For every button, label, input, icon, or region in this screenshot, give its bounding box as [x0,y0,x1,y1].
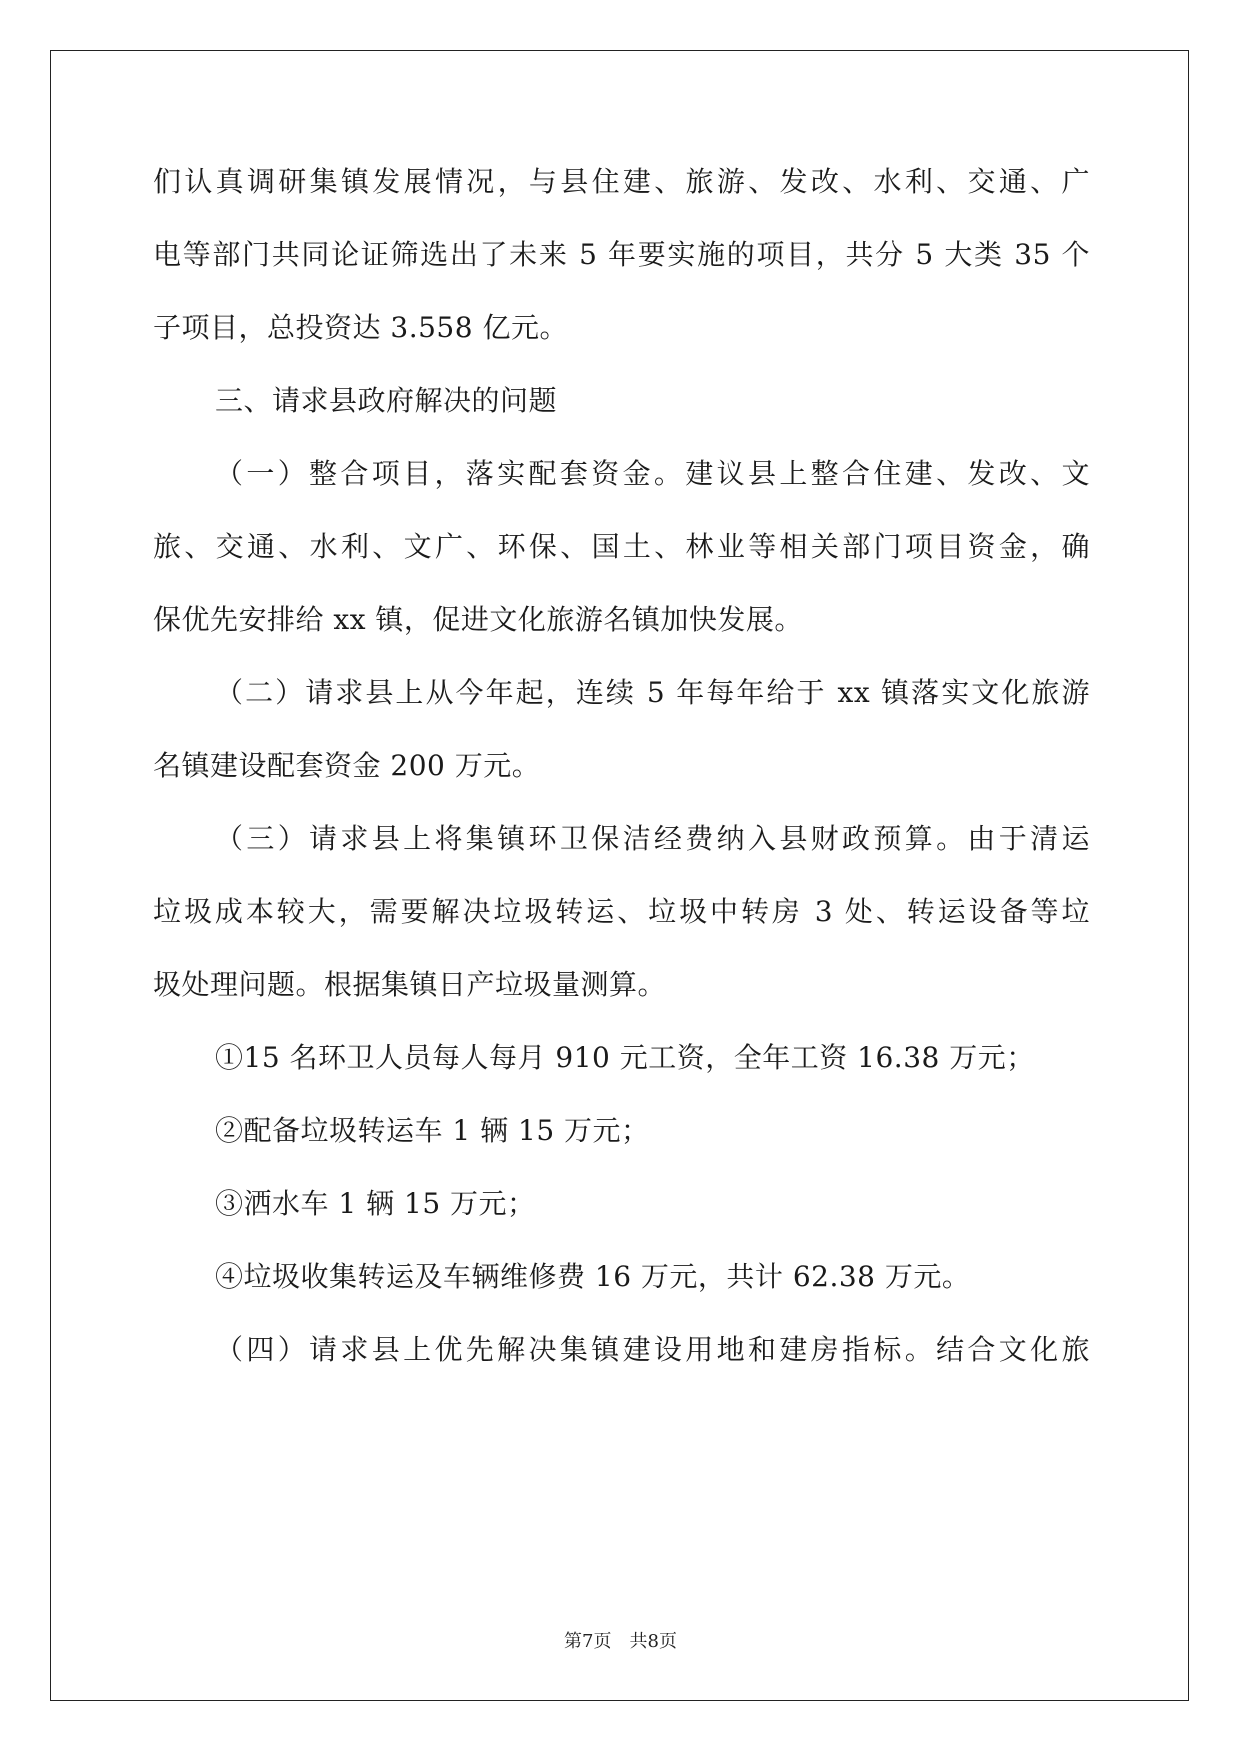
paragraph-line: 电等部门共同论证筛选出了未来 5 年要实施的项目，共分 5 大类 35 个 [153,238,1090,271]
page-border [50,50,1189,1701]
list-item: ④垃圾收集转运及车辆维修费 16 万元，共计 62.38 万元。 [215,1260,971,1293]
paragraph-line: （二）请求县上从今年起，连续 5 年每年给于 xx 镇落实文化旅游 [215,676,1090,709]
list-item: ②配备垃圾转运车 1 辆 15 万元； [215,1114,650,1147]
paragraph-line: （四）请求县上优先解决集镇建设用地和建房指标。结合文化旅 [215,1333,1090,1366]
paragraph-line: 子项目，总投资达 3.558 亿元。 [153,311,568,344]
paragraph-line: 保优先安排给 xx 镇，促进文化旅游名镇加快发展。 [153,603,803,636]
paragraph-line: （一）整合项目，落实配套资金。建议县上整合住建、发改、文 [215,457,1090,490]
list-item: ③洒水车 1 辆 15 万元； [215,1187,536,1220]
page-footer [0,1630,1241,1654]
current-page-label: 第7页 [564,1631,612,1652]
paragraph-line: （三）请求县上将集镇环卫保洁经费纳入县财政预算。由于清运 [215,822,1090,855]
section-heading: 三、请求县政府解决的问题 [215,384,558,417]
paragraph-line: 垃圾成本较大，需要解决垃圾转运、垃圾中转房 3 处、转运设备等垃 [153,895,1090,928]
paragraph-line: 们认真调研集镇发展情况，与县住建、旅游、发改、水利、交通、广 [153,165,1090,198]
paragraph-line: 旅、交通、水利、文广、环保、国土、林业等相关部门项目资金，确 [153,530,1090,563]
paragraph-line: 名镇建设配套资金 200 万元。 [153,749,541,782]
paragraph-line: 圾处理问题。根据集镇日产垃圾量测算。 [153,968,667,1001]
list-item: ①15 名环卫人员每人每月 910 元工资，全年工资 16.38 万元； [215,1041,1035,1074]
total-pages-label: 共8页 [629,1631,677,1652]
